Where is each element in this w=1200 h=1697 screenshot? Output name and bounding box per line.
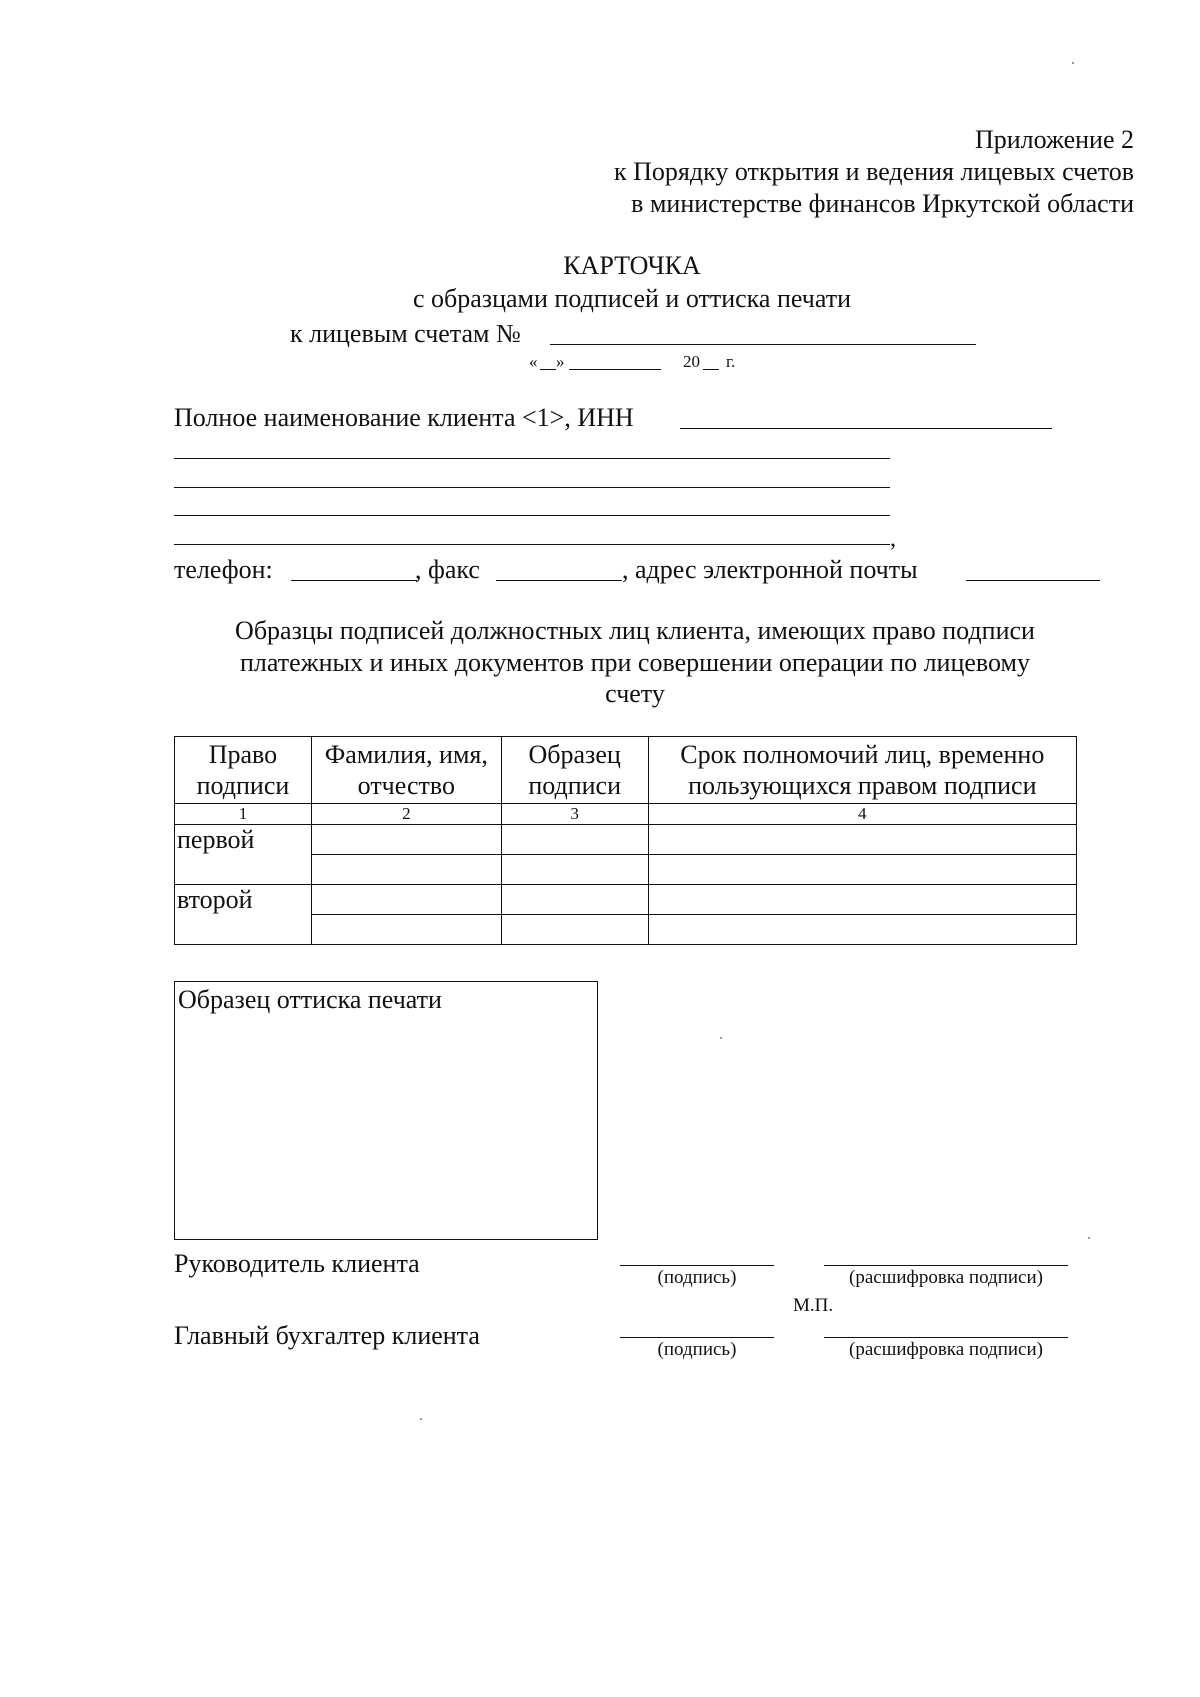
stamp-sample-label: Образец оттиска печати: [178, 985, 442, 1014]
table-row: [175, 825, 1077, 855]
phone-field[interactable]: [291, 580, 417, 581]
column-number: 2: [311, 804, 501, 825]
table-cell[interactable]: [501, 855, 648, 885]
chief-accountant-label: Главный бухгалтер клиента: [174, 1321, 480, 1350]
table-cell[interactable]: [648, 915, 1076, 945]
date-year-field[interactable]: [703, 369, 719, 370]
head-signature-caption: (подпись): [657, 1267, 737, 1288]
second-signature-label: второй: [175, 885, 312, 945]
accounts-label: к лицевым счетам №: [290, 319, 521, 348]
date-close-quote: »: [556, 352, 565, 371]
table-cell[interactable]: [501, 885, 648, 915]
appendix-ministry: в министерстве финансов Иркутской области: [631, 189, 1134, 218]
date-year-prefix: 20: [683, 352, 700, 371]
stamp-sample-box[interactable]: [174, 981, 598, 1240]
table-number-row: [175, 804, 1077, 825]
client-name-line-1[interactable]: [174, 458, 890, 459]
table-cell[interactable]: [311, 855, 501, 885]
client-name-line-4[interactable]: [174, 544, 890, 545]
document-subtitle: с образцами подписей и оттиска печати: [413, 284, 851, 313]
email-field[interactable]: [966, 580, 1100, 581]
samples-heading-line-1: Образцы подписей должностных лиц клиента, имеющих право подписи: [235, 616, 1035, 645]
head-of-client-label: Руководитель клиента: [174, 1249, 420, 1278]
scan-speck: [1088, 1237, 1090, 1239]
client-name-line-3[interactable]: [174, 515, 890, 516]
document-title: КАРТОЧКА: [563, 251, 701, 280]
samples-heading-line-2: платежных и иных документов при совершении операции по лицевому: [240, 648, 1030, 677]
column-number: 1: [175, 804, 312, 825]
table-cell[interactable]: [501, 915, 648, 945]
table-header-row: [175, 737, 1077, 804]
signatures-table: [174, 736, 1077, 945]
table-cell[interactable]: [311, 885, 501, 915]
table-cell[interactable]: [648, 885, 1076, 915]
scan-speck: [1072, 62, 1074, 64]
accountant-decoding-caption: (расшифровка подписи): [849, 1339, 1043, 1360]
header-authority-term: Срок полномочий лиц, временно пользующихся правом подписи: [648, 737, 1076, 804]
date-day-field[interactable]: [540, 369, 556, 370]
column-number: 3: [501, 804, 648, 825]
accountant-signature-caption: (подпись): [657, 1339, 737, 1360]
scan-speck: [420, 1418, 422, 1420]
table-row: [175, 885, 1077, 915]
date-open-quote: «: [529, 352, 538, 371]
table-cell[interactable]: [501, 825, 648, 855]
table-cell[interactable]: [648, 825, 1076, 855]
phone-label: телефон:: [174, 555, 273, 584]
appendix-title: Приложение 2: [974, 125, 1134, 154]
fax-label: , факс: [415, 555, 480, 584]
head-decoding-caption: (расшифровка подписи): [849, 1267, 1043, 1288]
header-signing-right: Право подписи: [175, 737, 312, 804]
first-signature-label: первой: [175, 825, 312, 885]
date-year-suffix: г.: [726, 352, 736, 371]
samples-heading-line-3: счету: [605, 679, 665, 708]
client-name-line-2[interactable]: [174, 487, 890, 488]
email-label: , адрес электронной почты: [622, 555, 918, 584]
seal-place-mark: М.П.: [793, 1295, 834, 1316]
inn-field[interactable]: [680, 428, 1052, 429]
table-cell[interactable]: [311, 915, 501, 945]
fax-field[interactable]: [496, 580, 622, 581]
header-full-name: Фамилия, имя, отчество: [311, 737, 501, 804]
client-name-trailing-comma: ,: [890, 526, 896, 552]
column-number: 4: [648, 804, 1076, 825]
appendix-order-reference: к Порядку открытия и ведения лицевых счетов: [613, 157, 1134, 186]
table-cell[interactable]: [648, 855, 1076, 885]
table-cell[interactable]: [311, 825, 501, 855]
scan-speck: [720, 1037, 722, 1039]
accounts-number-field[interactable]: [550, 344, 976, 345]
date-month-field[interactable]: [569, 369, 661, 370]
header-signature-sample: Образец подписи: [501, 737, 648, 804]
client-name-label: Полное наименование клиента <1>, ИНН: [174, 403, 634, 432]
